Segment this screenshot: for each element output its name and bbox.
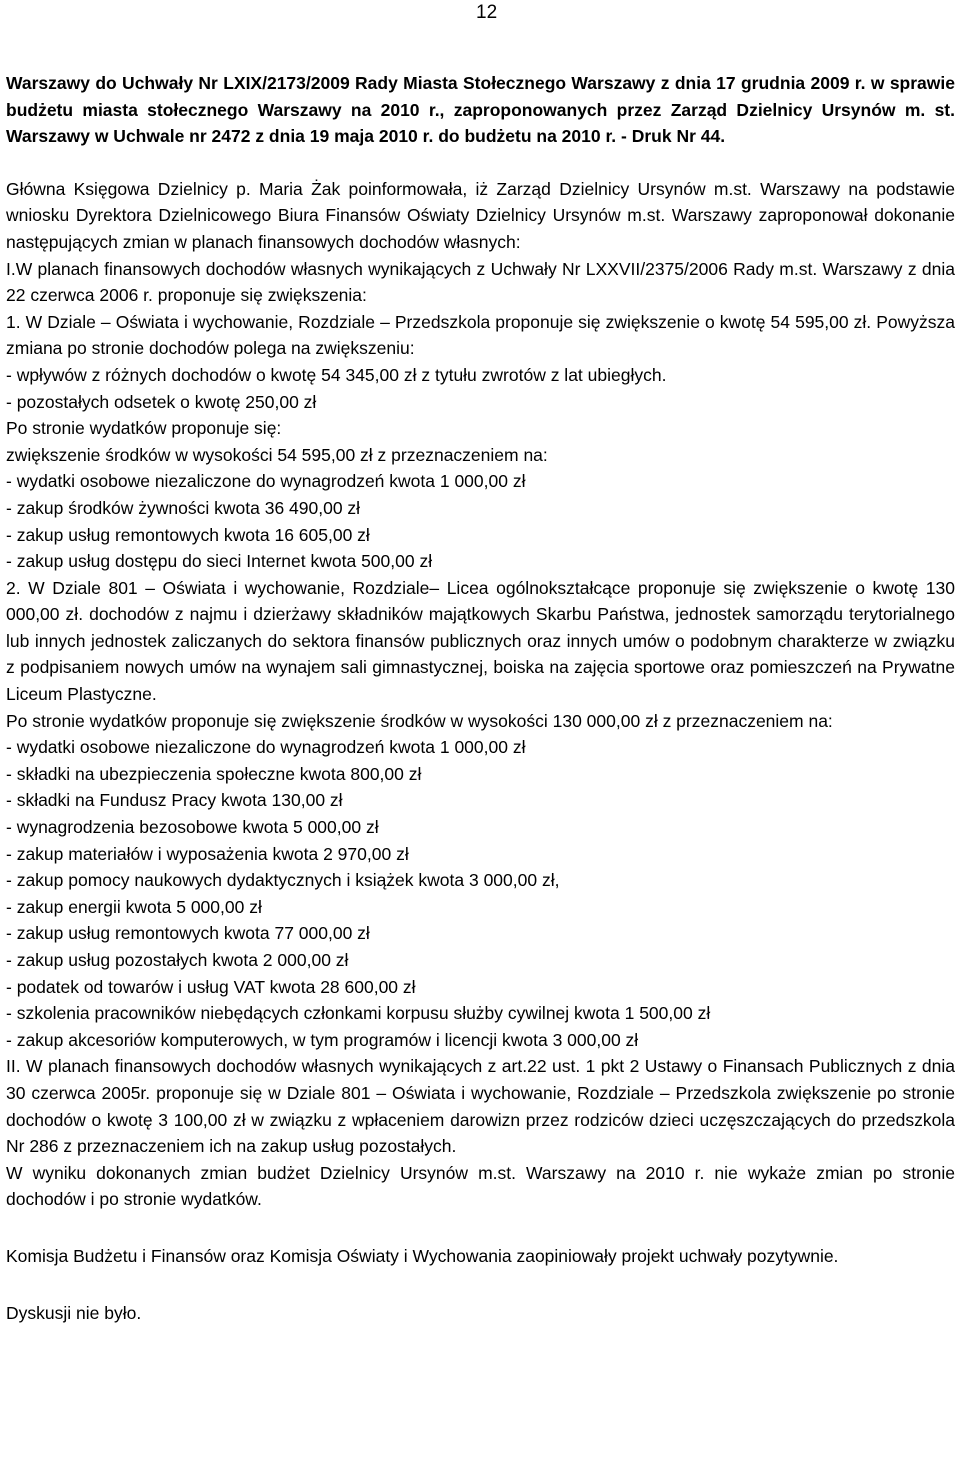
list-item: - zakup usług remontowych kwota 77 000,00 zł [6,923,370,944]
section-1-point-2-expenses: Po stronie wydatków proponuje się zwiększenie środków w wysokości 130 000,00 zł z przeznaczeniem na: [6,710,833,731]
section-1-point-1: 1. W Dziale – Oświata i wychowanie, Rozdziale – Przedszkola proponuje się zwiększenie o kwotę 54 595,00 zł. Powyższa zmiana po stronie dochodów polega na zwiększeniu: [6,311,955,359]
list-item: - zakup usług remontowych kwota 16 605,00 zł [6,524,370,545]
list-item: - pozostałych odsetek o kwotę 250,00 zł [6,391,317,412]
result-paragraph: W wyniku dokonanych zmian budżet Dzielnicy Ursynów m.st. Warszawy na 2010 r. nie wykaże zmian po stronie dochodów i po stronie wydatków. [6,1162,955,1210]
list-item: - wynagrodzenia bezosobowe kwota 5 000,00 zł [6,817,379,838]
list-item: - zakup materiałów i wyposażenia kwota 2 970,00 zł [6,843,409,864]
list-item: - wydatki osobowe niezaliczone do wynagrodzeń kwota 1 000,00 zł [6,471,526,492]
list-item: - wydatki osobowe niezaliczone do wynagrodzeń kwota 1 000,00 zł [6,737,526,758]
list-item: - zakup energii kwota 5 000,00 zł [6,896,262,917]
list-item: - zakup środków żywności kwota 36 490,00 zł [6,497,361,518]
list-item: - zakup pomocy naukowych dydaktycznych i książek kwota 3 000,00 zł, [6,870,560,891]
list-item: - wpływów z różnych dochodów o kwotę 54 345,00 zł z tytułu zwrotów z lat ubiegłych. [6,364,667,385]
list-item: - podatek od towarów i usług VAT kwota 28 600,00 zł [6,976,416,997]
list-item: - zakup usług dostępu do sieci Internet kwota 500,00 zł [6,551,433,572]
list-item: - zakup usług pozostałych kwota 2 000,00 zł [6,950,349,970]
resolution-heading: Warszawy do Uchwały Nr LXIX/2173/2009 Rady Miasta Stołecznego Warszawy z dnia 17 grudnia 2009 r. w sprawie budżetu miasta stołecznego Warszawy na 2010 r., zaproponowanych przez Zarząd Dzielnicy Ursynów m. st. Warszawy w Uchwale nr 2472 z dnia 19 maja 2010 r. do budżetu na 2010 r. - Druk Nr 44. [6,73,955,147]
commission-paragraph: Komisja Budżetu i Finansów oraz Komisja Oświaty i Wychowania zaopiniowały projekt uchwały pozytywnie. [6,1245,839,1266]
document-body [6,70,955,1326]
list-item: - zakup akcesoriów komputerowych, w tym programów i licencji kwota 3 000,00 zł [6,1029,639,1050]
list-item: Po stronie wydatków proponuje się: [6,418,282,439]
intro-paragraph: Główna Księgowa Dzielnicy p. Maria Żak poinformowała, iż Zarząd Dzielnicy Ursynów m.st. Warszawy na podstawie wniosku Dyrektora Dzielnicowego Biura Finansów Oświaty Dzielnicy Ursynów m.st. Warszawy zaproponował dokonanie następujących zmian w planach finansowych dochodów własnych: [6,178,955,252]
list-item: - składki na Fundusz Pracy kwota 130,00 zł [6,790,343,811]
discussion-paragraph: Dyskusji nie było. [6,1302,142,1323]
list-item: - składki na ubezpieczenia społeczne kwota 800,00 zł [6,763,422,784]
section-1-header: I.W planach finansowych dochodów własnych wynikających z Uchwały Nr LXXVII/2375/2006 Rady m.st. Warszawy z dnia 22 czerwca 2006 r. proponuje się zwiększenia: [6,258,955,306]
list-item: zwiększenie środków w wysokości 54 595,00 zł z przeznaczeniem na: [6,444,548,465]
list-item: - szkolenia pracowników niebędących członkami korpusu służby cywilnej kwota 1 500,00 zł [6,1003,711,1024]
page-number: 12 [476,2,498,23]
section-1-point-2: 2. W Dziale 801 – Oświata i wychowanie, Rozdziale– Licea ogólnokształcące proponuje się zwiększenie o kwotę 130 000,00 zł. dochodów z najmu i dzierżawy składników majątkowych Skarbu Państwa, jednostek samorządu terytorialnego lub innych jednostek zaliczanych do sektora finansów publicznych oraz innych umów o podobnym charakterze w związku z podpisaniem nowych umów na wynajem sali gimnastycznej, boiska na zajęcia sportowe oraz pomieszczeń na Prywatne Liceum Plastyczne. [6,577,955,705]
section-2-paragraph: II. W planach finansowych dochodów własnych wynikających z art.22 ust. 1 pkt 2 Ustawy o Finansach Publicznych z dnia 30 czerwca 2005r. proponuje się w Dziale 801 – Oświata i wychowanie, Rozdziale – Przedszkola zwiększenie po stronie dochodów o kwotę 3 100,00 zł w związku z wpłaceniem darowizn przez rodziców dzieci uczęszczających do przedszkola Nr 286 z przeznaczeniem ich na zakup usług pozostałych. [6,1056,955,1157]
